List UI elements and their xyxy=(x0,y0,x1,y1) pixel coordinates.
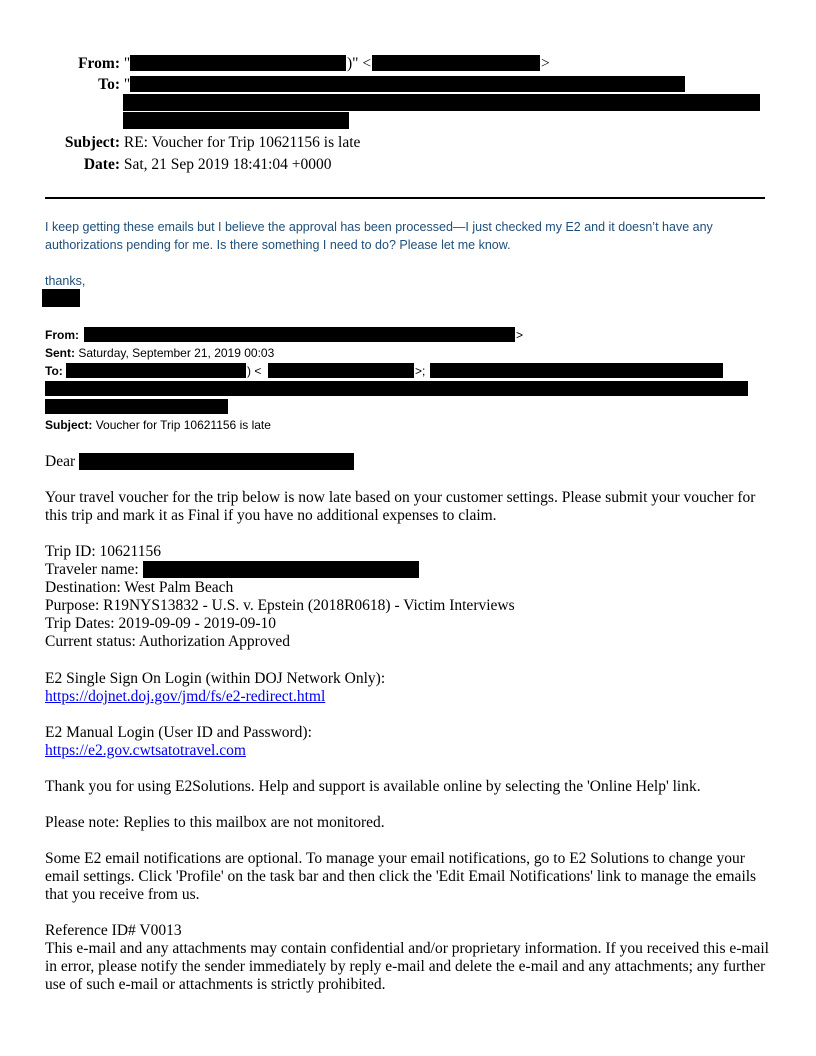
redaction-block xyxy=(79,453,354,470)
redaction-block xyxy=(66,363,246,378)
fwd-sent-row xyxy=(45,344,274,362)
fwd-from-close: > xyxy=(516,328,524,342)
header-date-row xyxy=(60,156,332,174)
traveler-label: Traveler name: xyxy=(45,561,139,578)
redaction-block xyxy=(130,76,685,92)
fwd-to-sep: >; xyxy=(415,364,426,378)
sso-label: E2 Single Sign On Login (within DOJ Network Only): xyxy=(45,670,386,687)
reply-line-2: authorizations pending for me. Is there something I need to do? Please let me know. xyxy=(45,238,511,252)
header-date-value: Sat, 21 Sep 2019 18:41:04 +0000 xyxy=(123,156,332,173)
fwd-to-row xyxy=(45,362,63,380)
fwd-sent-label: Sent: xyxy=(45,346,75,360)
redaction-block xyxy=(430,363,723,378)
redaction-block xyxy=(372,55,540,71)
redaction-block xyxy=(42,289,80,307)
note-paragraph: Please note: Replies to this mailbox are not monitored. xyxy=(45,814,385,831)
fwd-subject-label: Subject: xyxy=(45,418,93,432)
disclaimer-paragraph: This e-mail and any attachments may contain confidential and/or proprietary information. If you received this e-mail in error, please notify the sender immediately by reply e-mail and delete the e-mail and any attachments; any further use of such e-mail or attachments is strictly prohibited. xyxy=(45,940,769,993)
destination: Destination: West Palm Beach xyxy=(45,579,234,596)
greeting: Dear xyxy=(45,453,76,470)
redaction-block xyxy=(143,561,419,578)
trip-dates: Trip Dates: 2019-09-09 - 2019-09-10 xyxy=(45,615,277,632)
reply-line-1: I keep getting these emails but I believe the approval has been processed—I just checked my E2 and it doesn’t have any xyxy=(45,220,713,234)
header-divider xyxy=(45,197,765,199)
fwd-from-row xyxy=(45,326,79,344)
intro-paragraph: Your travel voucher for the trip below is now late based on your customer settings. Please submit your voucher for this trip and mark it as Final if you have no additional expenses to claim. xyxy=(45,489,756,524)
header-to-label: To: xyxy=(98,76,120,93)
sso-link[interactable]: https://dojnet.doj.gov/jmd/fs/e2-redirect.html xyxy=(45,688,326,705)
header-from-mid: )" < xyxy=(347,55,372,72)
fwd-to-mid: ) < xyxy=(247,364,262,378)
header-subject-value: RE: Voucher for Trip 10621156 is late xyxy=(123,134,361,151)
manual-login-link[interactable]: https://e2.gov.cwtsatotravel.com xyxy=(45,742,246,759)
optional-notifications-paragraph: Some E2 email notifications are optional. To manage your email notifications, go to E2 Solutions to change your email settings. Click 'Profile' on the task bar and then click the 'Edit Email Notifications' link to manage the emails that you receive from us. xyxy=(45,850,757,903)
redaction-block xyxy=(123,94,760,111)
redaction-block xyxy=(84,327,515,342)
header-subject-row xyxy=(60,134,360,152)
header-date-label: Date: xyxy=(83,156,120,173)
redaction-block xyxy=(45,399,228,414)
purpose: Purpose: R19NYS13832 - U.S. v. Epstein (2018R0618) - Victim Interviews xyxy=(45,597,515,614)
fwd-subject-row xyxy=(45,416,271,434)
trip-id: Trip ID: 10621156 xyxy=(45,543,161,560)
thanks-paragraph: Thank you for using E2Solutions. Help and support is available online by selecting the 'Online Help' link. xyxy=(45,778,701,795)
header-subject-label: Subject: xyxy=(64,134,120,151)
header-from-label: From: xyxy=(78,55,120,72)
manual-login-label: E2 Manual Login (User ID and Password): xyxy=(45,724,312,741)
header-from-quote: " xyxy=(123,55,131,72)
redaction-block xyxy=(130,55,346,71)
current-status: Current status: Authorization Approved xyxy=(45,633,290,650)
reply-signoff: thanks, xyxy=(45,274,86,288)
redaction-block xyxy=(123,112,349,129)
redaction-block xyxy=(268,363,414,378)
header-to-row xyxy=(60,76,130,94)
header-from-close: > xyxy=(541,55,550,72)
header-from-row xyxy=(60,55,130,73)
fwd-from-label: From: xyxy=(45,328,79,342)
fwd-to-label: To: xyxy=(45,364,63,378)
fwd-subject-value: Voucher for Trip 10621156 is late xyxy=(95,418,271,432)
header-to-quote: " xyxy=(123,76,131,93)
redaction-block xyxy=(45,381,748,396)
fwd-sent-value: Saturday, September 21, 2019 00:03 xyxy=(78,346,275,360)
reference-id: Reference ID# V0013 xyxy=(45,922,182,939)
